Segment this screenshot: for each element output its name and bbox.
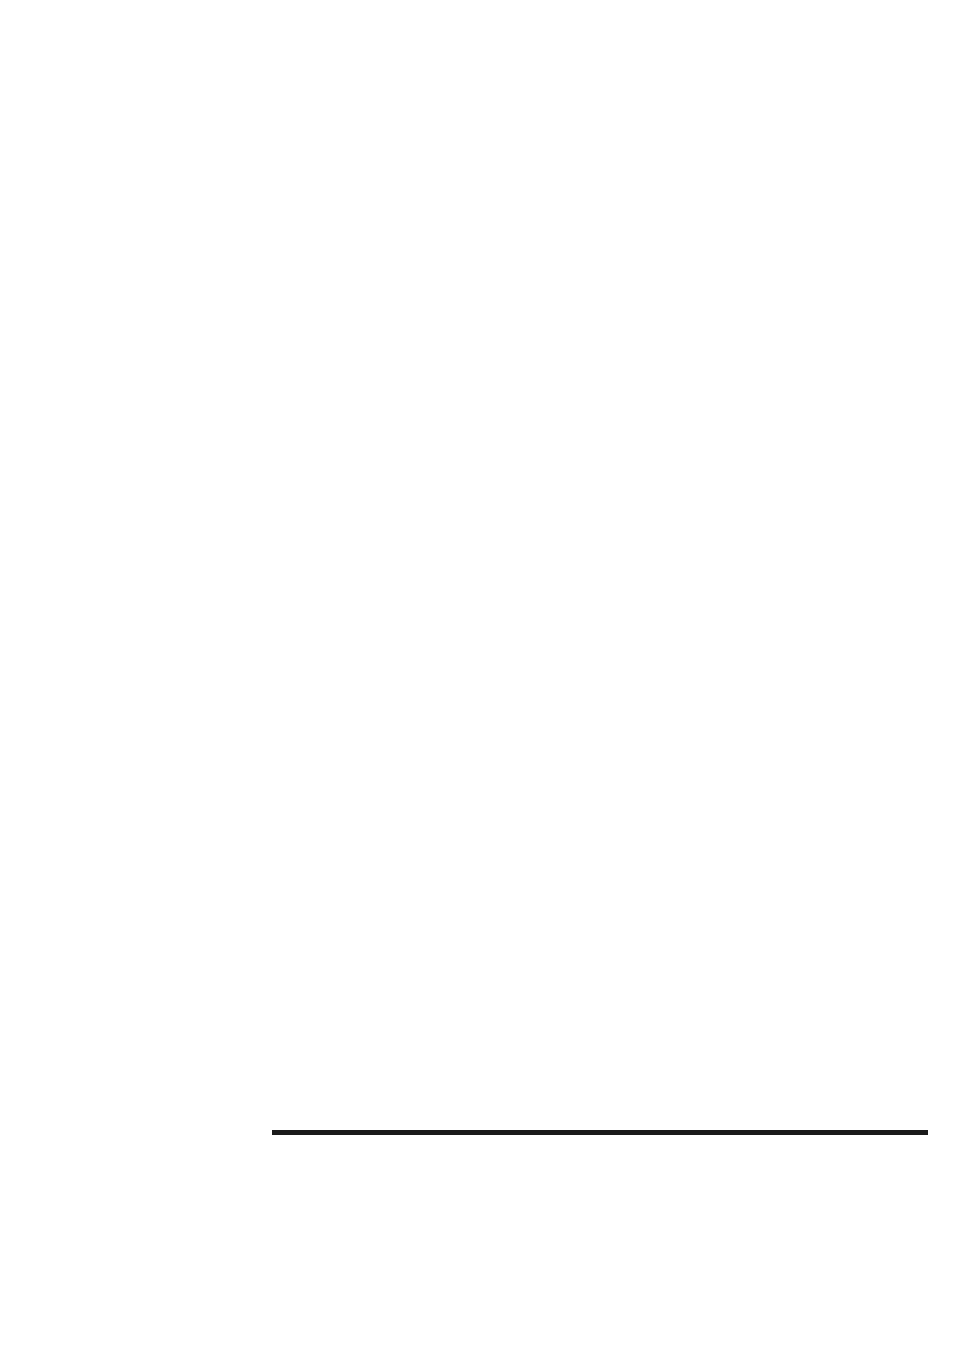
footer-divider [272, 1130, 928, 1135]
imprint [272, 1130, 928, 1151]
